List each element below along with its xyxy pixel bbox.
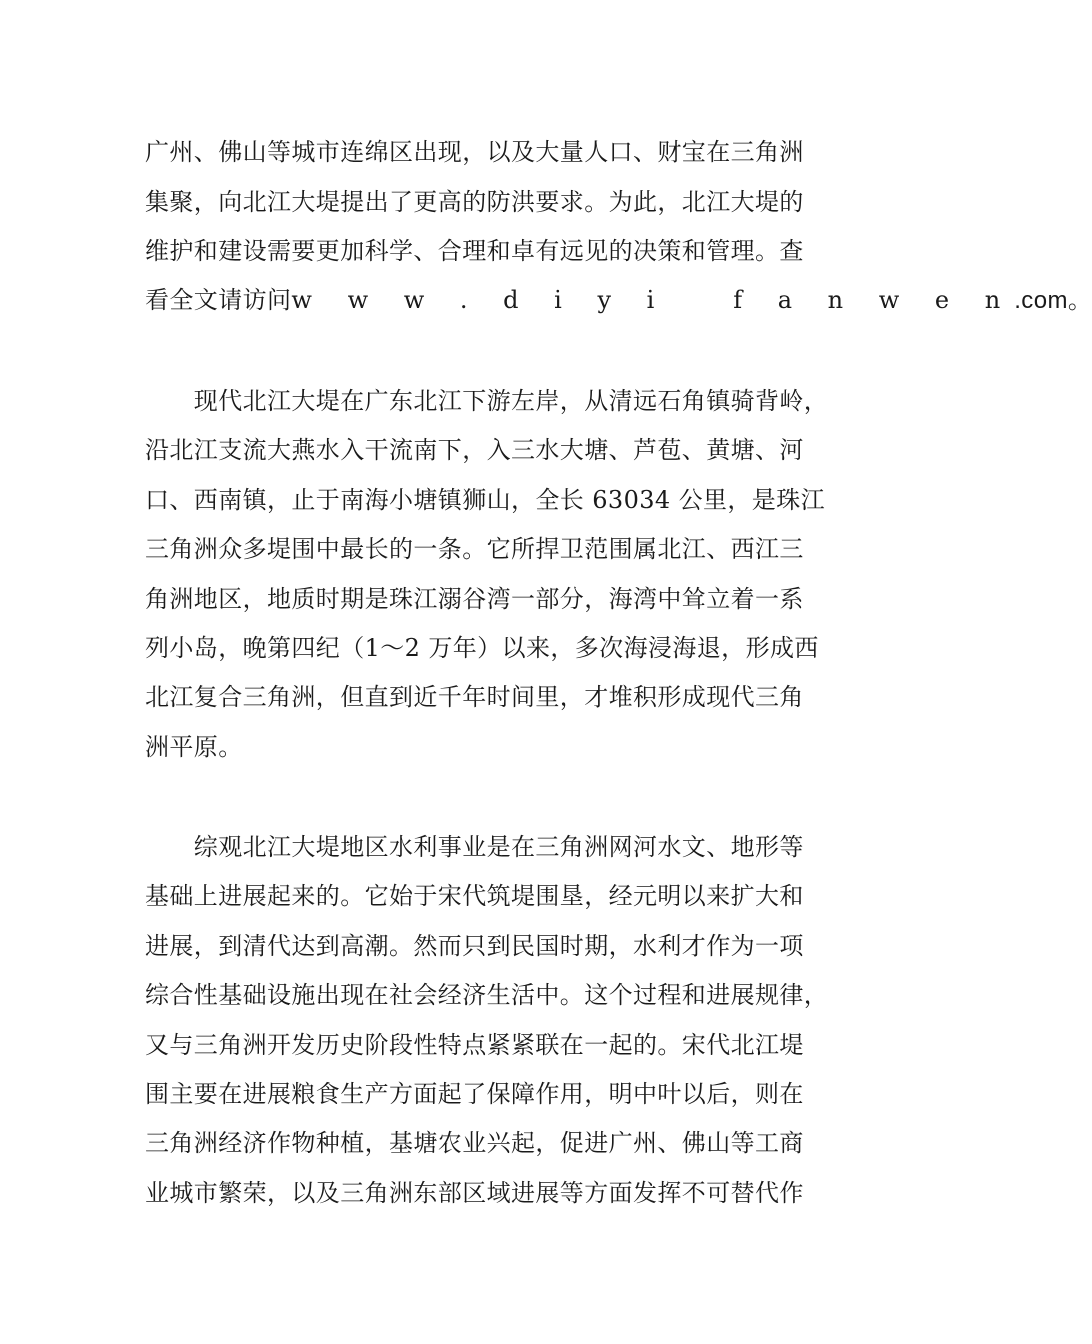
paragraph-2-line-1: 现代北江大堤在广东北江下游左岸，从清远石角镇骑背岭， (145, 387, 829, 415)
paragraph-1-line-4 (145, 278, 1092, 322)
website-url-spaced: w w w . d i y i f a n w e n (291, 286, 1015, 314)
paragraph-2-line-6: 列小岛，晚第四纪（1～2 万年）以来，多次海浸海退，形成西 (145, 634, 819, 662)
website-url-tail: .com (1014, 287, 1068, 314)
paragraph-3-line-5: 又与三角洲开发历史阶段性特点紧紧联在一起的。宋代北江堤 (145, 1031, 804, 1059)
paragraph-3-line-2: 基础上进展起来的。它始于宋代筑堤围垦，经元明以来扩大和 (145, 882, 804, 910)
paragraph-2-line-7: 北江复合三角洲，但直到近千年时间里，才堆积形成现代三角 (145, 683, 804, 711)
paragraph-2-line-3: 口、西南镇，止于南海小塘镇狮山，全长 63034 公里，是珠江 (145, 486, 826, 514)
paragraph-3-line-4: 综合性基础设施出现在社会经济生活中。这个过程和进展规律， (145, 981, 829, 1009)
paragraph-3-line-6: 围主要在进展粮食生产方面起了保障作用，明中叶以后，则在 (145, 1080, 804, 1108)
paragraph-1-line-1: 广州、佛山等城市连绵区出现，以及大量人口、财宝在三角洲 (145, 138, 804, 166)
paragraph-3-line-3: 进展，到清代达到高潮。然而只到民国时期，水利才作为一项 (145, 932, 804, 960)
paragraph-1-line-3: 维护和建设需要更加科学、合理和卓有远见的决策和管理。查 (145, 237, 804, 265)
paragraph-2-line-8: 洲平原。 (145, 733, 243, 761)
paragraph-3-line-1: 综观北江大堤地区水利事业是在三角洲网河水文、地形等 (145, 833, 804, 861)
paragraph-3-line-7: 三角洲经济作物种植，基塘农业兴起，促进广州、佛山等工商 (145, 1129, 804, 1157)
read-more-prefix: 看全文请访问 (145, 286, 292, 314)
paragraph-2-line-5: 角洲地区，地质时期是珠江溺谷湾一部分，海湾中耸立着一系 (145, 585, 804, 613)
read-more-suffix: 。 (1067, 286, 1092, 314)
paragraph-2-line-2: 沿北江支流大燕水入干流南下，入三水大塘、芦苞、黄塘、河 (145, 436, 804, 464)
paragraph-3-line-8: 业城市繁荣，以及三角洲东部区域进展等方面发挥不可替代作 (145, 1179, 804, 1207)
paragraph-1-line-2: 集聚，向北江大堤提出了更高的防洪要求。为此，北江大堤的 (145, 188, 804, 216)
paragraph-2-line-4: 三角洲众多堤围中最长的一条。它所捍卫范围属北江、西江三 (145, 535, 804, 563)
